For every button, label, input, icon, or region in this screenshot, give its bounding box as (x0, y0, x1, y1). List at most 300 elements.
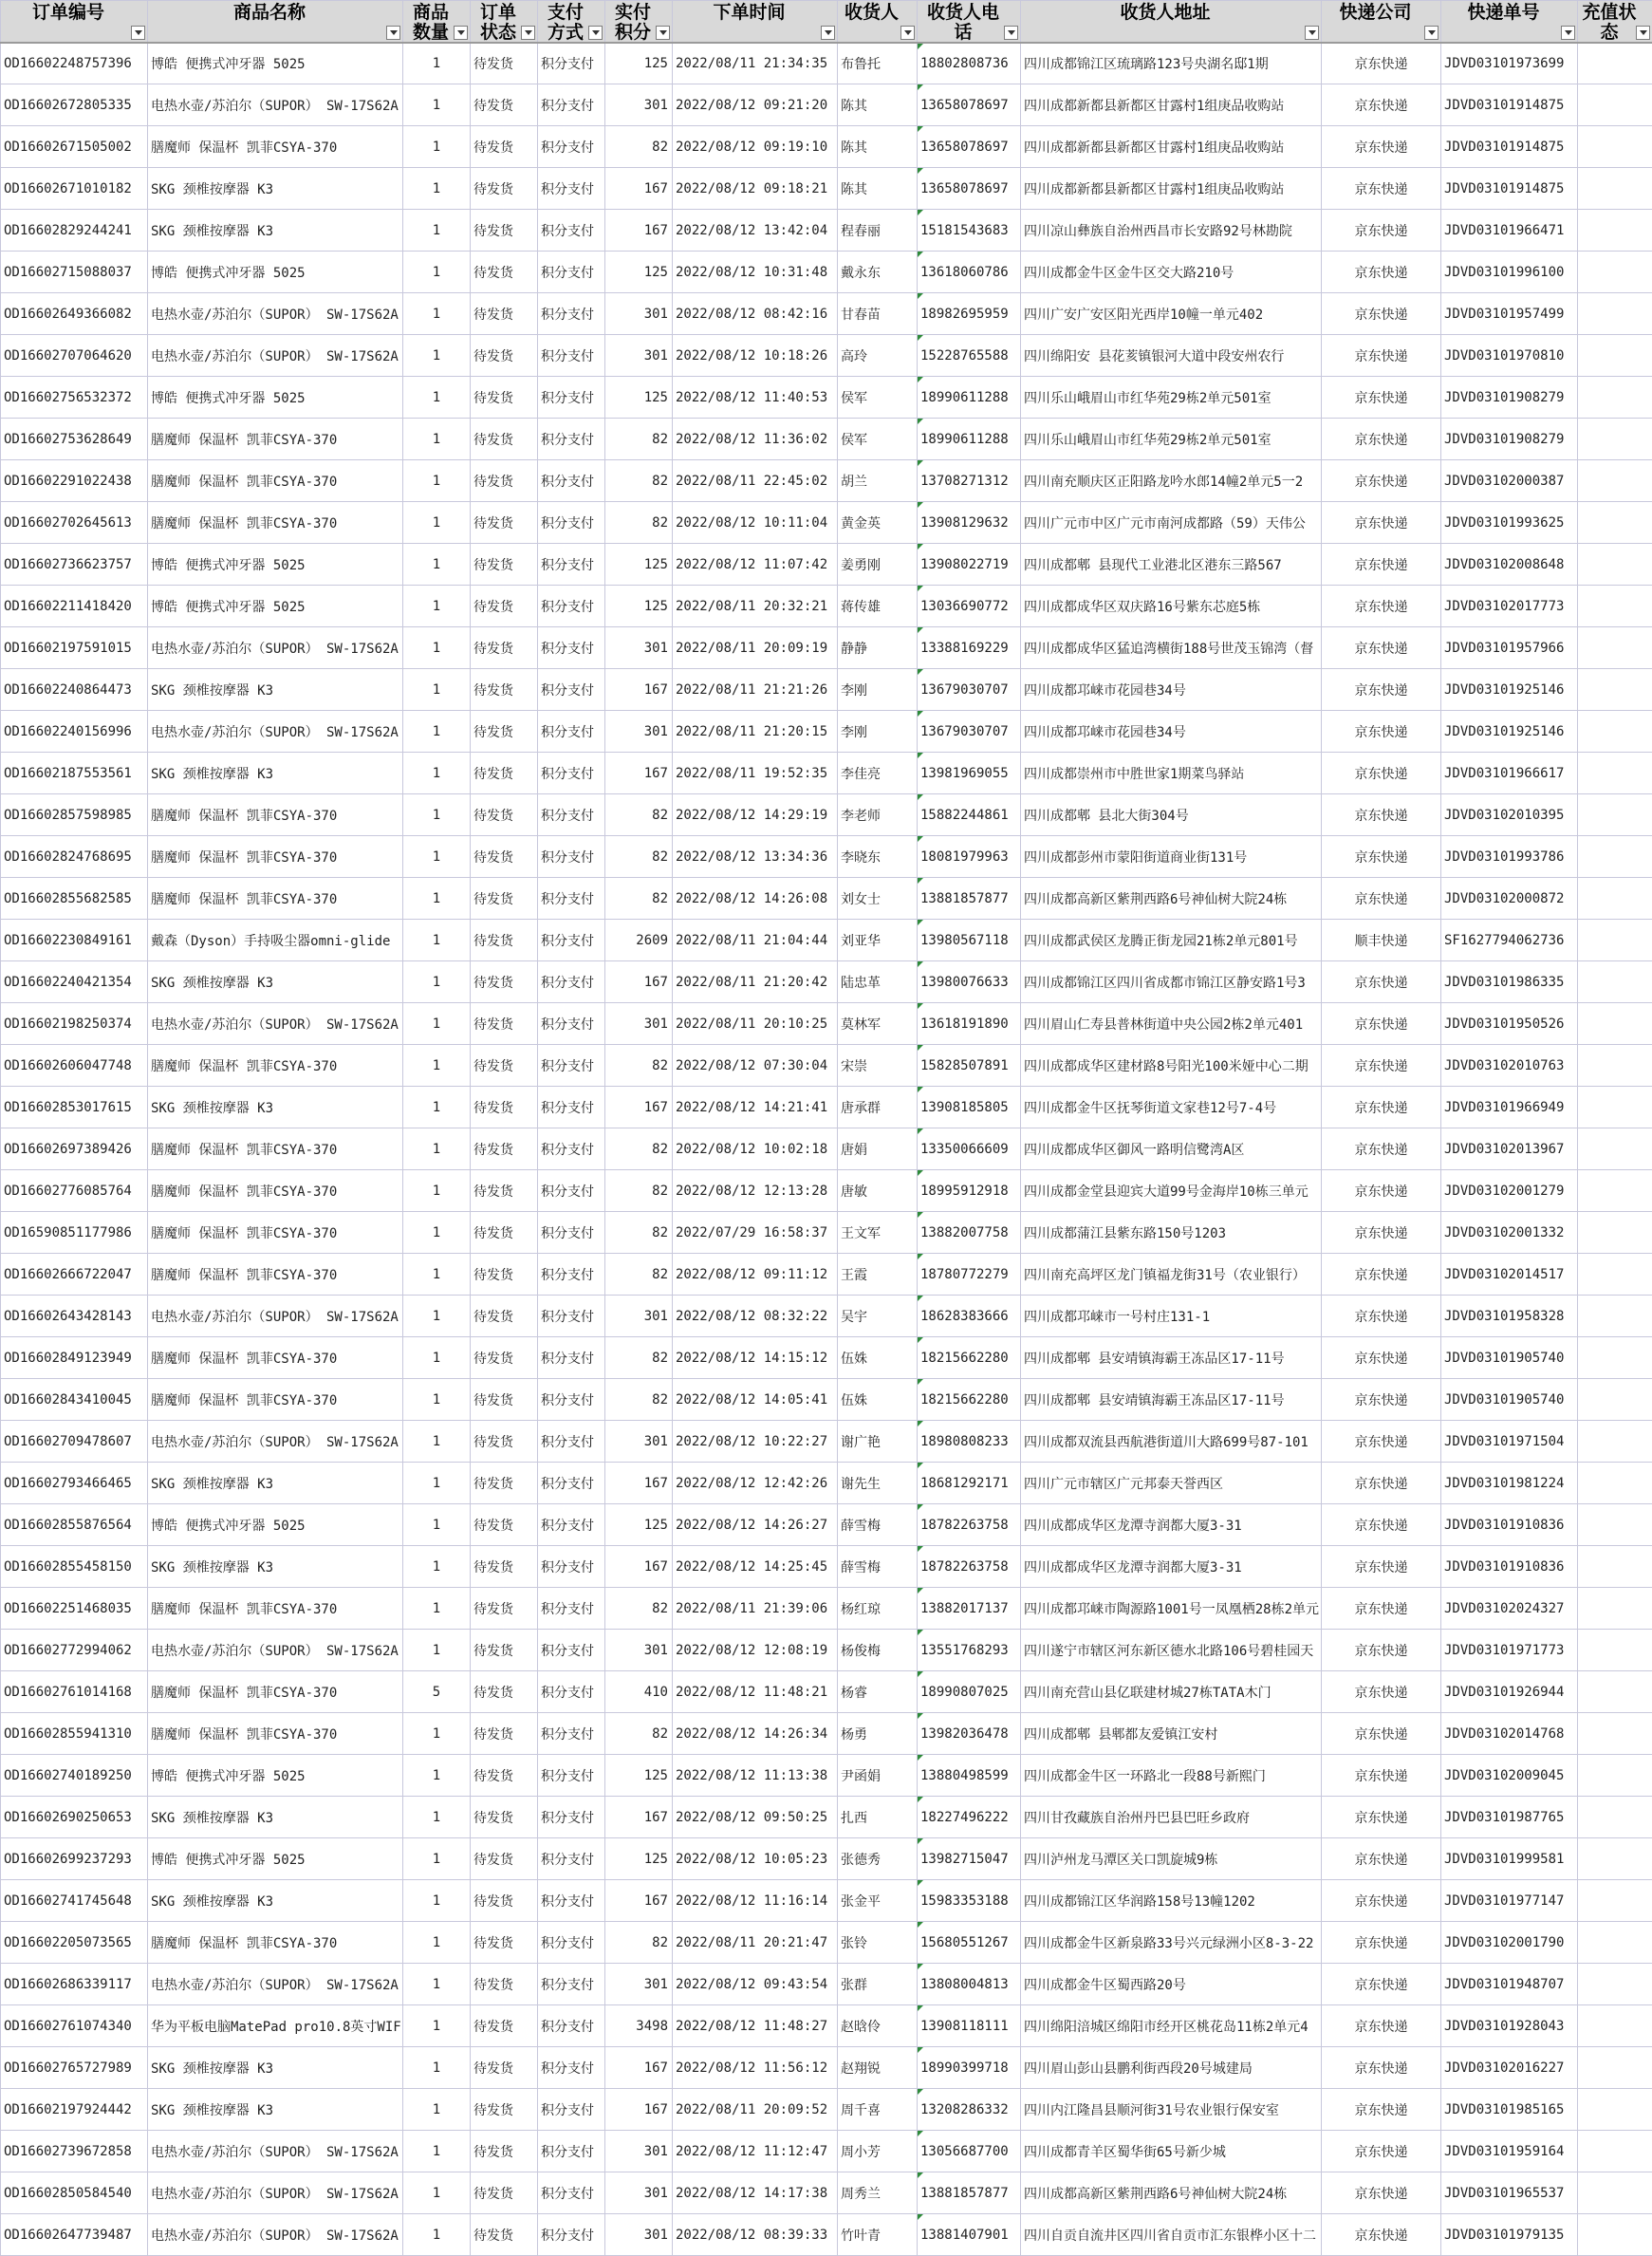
filter-dropdown-icon[interactable] (386, 26, 400, 40)
cell-recipient-phone[interactable]: 18227496222 (918, 1797, 1021, 1838)
cell-product-name[interactable]: 博皓 便携式冲牙器 5025 (148, 1838, 403, 1880)
cell-recharge-status[interactable] (1578, 1254, 1652, 1296)
cell-recharge-status[interactable] (1578, 2131, 1652, 2172)
cell-product-name[interactable]: 戴森（Dyson）手持吸尘器omni-glide (148, 920, 403, 961)
cell-order-time[interactable]: 2022/08/12 14:17:38 (673, 2172, 838, 2214)
cell-product-name[interactable]: SKG 颈椎按摩器 K3 (148, 961, 403, 1003)
cell-recharge-status[interactable] (1578, 1546, 1652, 1588)
cell-product-name[interactable]: 膳魔师 保温杯 凯菲CSYA-370 (148, 836, 403, 878)
cell-order-time[interactable]: 2022/08/11 21:39:06 (673, 1588, 838, 1630)
cell-tracking-number[interactable]: JDVD03101914875 (1441, 168, 1578, 210)
cell-order-id[interactable]: OD16602197591015 (1, 627, 148, 669)
cell-tracking-number[interactable]: JDVD03101973699 (1441, 43, 1578, 84)
cell-recipient-address[interactable]: 四川成都金牛区蜀西路20号 (1021, 1964, 1322, 2005)
cell-order-time[interactable]: 2022/08/11 20:09:19 (673, 627, 838, 669)
cell-quantity[interactable]: 1 (403, 1212, 471, 1254)
cell-recipient-address[interactable]: 四川成都金堂县迎宾大道99号金海岸10栋三单元 (1021, 1170, 1322, 1212)
cell-quantity[interactable]: 1 (403, 878, 471, 920)
cell-order-status[interactable]: 待发货 (471, 1671, 538, 1713)
cell-order-id[interactable]: OD16602690250653 (1, 1797, 148, 1838)
cell-points-paid[interactable]: 82 (605, 1337, 673, 1379)
cell-recipient-address[interactable]: 四川成都成华区龙潭寺润都大厦3-31 (1021, 1504, 1322, 1546)
cell-recipient-address[interactable]: 四川眉山彭山县鹏利街西段20号城建局 (1021, 2047, 1322, 2089)
cell-order-status[interactable]: 待发货 (471, 1630, 538, 1671)
cell-recharge-status[interactable] (1578, 1463, 1652, 1504)
cell-recipient-phone[interactable]: 13551768293 (918, 1630, 1021, 1671)
cell-recipient-address[interactable]: 四川成都成华区建材路8号阳光100米娅中心二期 (1021, 1045, 1322, 1087)
cell-product-name[interactable]: 博皓 便携式冲牙器 5025 (148, 43, 403, 84)
cell-recipient-phone[interactable]: 15983353188 (918, 1880, 1021, 1922)
cell-order-status[interactable]: 待发货 (471, 168, 538, 210)
cell-payment-method[interactable]: 积分支付 (538, 711, 605, 753)
column-header-recipient-phone[interactable] (918, 1, 1021, 43)
cell-tracking-number[interactable]: JDVD03102009045 (1441, 1755, 1578, 1797)
cell-quantity[interactable]: 1 (403, 1296, 471, 1337)
cell-tracking-number[interactable]: JDVD03101987765 (1441, 1797, 1578, 1838)
cell-order-id[interactable]: OD16602699237293 (1, 1838, 148, 1880)
cell-product-name[interactable]: 膳魔师 保温杯 凯菲CSYA-370 (148, 1212, 403, 1254)
cell-order-id[interactable]: OD16602761014168 (1, 1671, 148, 1713)
cell-recharge-status[interactable] (1578, 419, 1652, 460)
cell-recipient-phone[interactable]: 18990807025 (918, 1671, 1021, 1713)
cell-order-time[interactable]: 2022/08/12 11:56:12 (673, 2047, 838, 2089)
cell-order-id[interactable]: OD16602211418420 (1, 586, 148, 627)
cell-recipient-phone[interactable]: 18215662280 (918, 1337, 1021, 1379)
cell-recipient-phone[interactable]: 13708271312 (918, 460, 1021, 502)
column-header-order-id[interactable] (1, 1, 148, 43)
cell-courier[interactable]: 京东快递 (1322, 252, 1441, 293)
cell-order-time[interactable]: 2022/08/12 08:32:22 (673, 1296, 838, 1337)
cell-quantity[interactable]: 1 (403, 1964, 471, 2005)
cell-recipient-address[interactable]: 四川成都蒲江县紫东路150号1203 (1021, 1212, 1322, 1254)
cell-payment-method[interactable]: 积分支付 (538, 1003, 605, 1045)
cell-tracking-number[interactable]: JDVD03102008648 (1441, 544, 1578, 586)
cell-courier[interactable]: 京东快递 (1322, 419, 1441, 460)
cell-tracking-number[interactable]: JDVD03101926944 (1441, 1671, 1578, 1713)
cell-order-id[interactable]: OD16602829244241 (1, 210, 148, 252)
cell-recipient-address[interactable]: 四川成都郫 县北大街304号 (1021, 794, 1322, 836)
cell-tracking-number[interactable]: JDVD03101979135 (1441, 2214, 1578, 2256)
cell-order-id[interactable]: OD16602853017615 (1, 1087, 148, 1128)
cell-recipient-phone[interactable]: 18215662280 (918, 1379, 1021, 1421)
cell-order-time[interactable]: 2022/08/11 21:04:44 (673, 920, 838, 961)
cell-order-id[interactable]: OD16602647739487 (1, 2214, 148, 2256)
cell-tracking-number[interactable]: JDVD03101925146 (1441, 669, 1578, 711)
cell-tracking-number[interactable]: JDVD03102001332 (1441, 1212, 1578, 1254)
cell-courier[interactable]: 京东快递 (1322, 1838, 1441, 1880)
cell-order-time[interactable]: 2022/08/12 11:16:14 (673, 1880, 838, 1922)
cell-recipient-phone[interactable]: 13908118111 (918, 2005, 1021, 2047)
cell-order-id[interactable]: OD16602205073565 (1, 1922, 148, 1964)
cell-recipient-address[interactable]: 四川成都郫 县安靖镇海霸王冻品区17-11号 (1021, 1379, 1322, 1421)
cell-order-time[interactable]: 2022/08/12 11:48:27 (673, 2005, 838, 2047)
cell-courier[interactable]: 顺丰快递 (1322, 920, 1441, 961)
cell-quantity[interactable]: 1 (403, 2131, 471, 2172)
cell-recharge-status[interactable] (1578, 711, 1652, 753)
cell-order-id[interactable]: OD16602843410045 (1, 1379, 148, 1421)
cell-order-status[interactable]: 待发货 (471, 2214, 538, 2256)
cell-quantity[interactable]: 1 (403, 1379, 471, 1421)
cell-quantity[interactable]: 1 (403, 1880, 471, 1922)
cell-product-name[interactable]: SKG 颈椎按摩器 K3 (148, 210, 403, 252)
cell-recipient[interactable]: 宋崇 (838, 1045, 918, 1087)
cell-recipient-address[interactable]: 四川遂宁市辖区河东新区德水北路106号碧桂园天 (1021, 1630, 1322, 1671)
cell-recipient-address[interactable]: 四川成都邛崃市一号村庄131-1 (1021, 1296, 1322, 1337)
cell-courier[interactable]: 京东快递 (1322, 586, 1441, 627)
cell-quantity[interactable]: 1 (403, 2005, 471, 2047)
cell-quantity[interactable]: 1 (403, 711, 471, 753)
cell-order-status[interactable]: 待发货 (471, 1504, 538, 1546)
cell-order-status[interactable]: 待发货 (471, 1003, 538, 1045)
cell-quantity[interactable]: 1 (403, 1087, 471, 1128)
cell-order-status[interactable]: 待发货 (471, 293, 538, 335)
cell-order-status[interactable]: 待发货 (471, 1296, 538, 1337)
cell-recipient[interactable]: 伍姝 (838, 1337, 918, 1379)
cell-quantity[interactable]: 1 (403, 502, 471, 544)
cell-tracking-number[interactable]: JDVD03102010763 (1441, 1045, 1578, 1087)
cell-order-time[interactable]: 2022/07/29 16:58:37 (673, 1212, 838, 1254)
cell-points-paid[interactable]: 301 (605, 2131, 673, 2172)
cell-recipient-phone[interactable]: 15882244861 (918, 794, 1021, 836)
cell-recipient-phone[interactable]: 15828507891 (918, 1045, 1021, 1087)
cell-order-status[interactable]: 待发货 (471, 1546, 538, 1588)
cell-recipient-phone[interactable]: 18990611288 (918, 377, 1021, 419)
cell-order-id[interactable]: OD16602697389426 (1, 1128, 148, 1170)
cell-product-name[interactable]: 电热水壶/苏泊尔（SUPOR） SW-17S62A (148, 1421, 403, 1463)
cell-product-name[interactable]: 电热水壶/苏泊尔（SUPOR） SW-17S62A (148, 2172, 403, 2214)
cell-recipient-phone[interactable]: 13658078697 (918, 126, 1021, 168)
cell-courier[interactable]: 京东快递 (1322, 2131, 1441, 2172)
cell-recipient[interactable]: 静静 (838, 627, 918, 669)
cell-order-time[interactable]: 2022/08/11 20:09:52 (673, 2089, 838, 2131)
cell-tracking-number[interactable]: JDVD03101993786 (1441, 836, 1578, 878)
cell-recipient[interactable]: 杨俊梅 (838, 1630, 918, 1671)
column-header-order-status[interactable] (471, 1, 538, 43)
cell-recipient[interactable]: 姜勇刚 (838, 544, 918, 586)
cell-order-id[interactable]: OD16602772994062 (1, 1630, 148, 1671)
cell-order-id[interactable]: OD16590851177986 (1, 1212, 148, 1254)
cell-recipient-phone[interactable]: 13808004813 (918, 1964, 1021, 2005)
cell-order-status[interactable]: 待发货 (471, 794, 538, 836)
cell-recipient-address[interactable]: 四川成都武侯区龙腾正街龙园21栋2单元801号 (1021, 920, 1322, 961)
cell-recipient-phone[interactable]: 13980567118 (918, 920, 1021, 961)
cell-recipient[interactable]: 唐承群 (838, 1087, 918, 1128)
cell-product-name[interactable]: 电热水壶/苏泊尔（SUPOR） SW-17S62A (148, 2131, 403, 2172)
cell-recipient-phone[interactable]: 18782263758 (918, 1504, 1021, 1546)
cell-recipient-address[interactable]: 四川成都邛崃市花园巷34号 (1021, 711, 1322, 753)
cell-courier[interactable]: 京东快递 (1322, 1087, 1441, 1128)
cell-order-id[interactable]: OD16602686339117 (1, 1964, 148, 2005)
cell-tracking-number[interactable]: JDVD03101948707 (1441, 1964, 1578, 2005)
cell-order-status[interactable]: 待发货 (471, 2131, 538, 2172)
cell-recipient-phone[interactable]: 13982036478 (918, 1713, 1021, 1755)
cell-order-status[interactable]: 待发货 (471, 1463, 538, 1504)
cell-product-name[interactable]: 膳魔师 保温杯 凯菲CSYA-370 (148, 1922, 403, 1964)
cell-quantity[interactable]: 1 (403, 168, 471, 210)
cell-recipient-phone[interactable]: 13388169229 (918, 627, 1021, 669)
cell-recipient[interactable]: 戴永东 (838, 252, 918, 293)
cell-order-time[interactable]: 2022/08/12 14:21:41 (673, 1087, 838, 1128)
cell-recipient-address[interactable]: 四川绵阳涪城区绵阳市经开区桃花岛11栋2单元4 (1021, 2005, 1322, 2047)
cell-points-paid[interactable]: 125 (605, 252, 673, 293)
cell-courier[interactable]: 京东快递 (1322, 460, 1441, 502)
cell-points-paid[interactable]: 3498 (605, 2005, 673, 2047)
cell-tracking-number[interactable]: JDVD03101959164 (1441, 2131, 1578, 2172)
cell-payment-method[interactable]: 积分支付 (538, 1630, 605, 1671)
cell-courier[interactable]: 京东快递 (1322, 1379, 1441, 1421)
cell-product-name[interactable]: 电热水壶/苏泊尔（SUPOR） SW-17S62A (148, 84, 403, 126)
cell-order-time[interactable]: 2022/08/12 14:29:19 (673, 794, 838, 836)
cell-points-paid[interactable]: 82 (605, 419, 673, 460)
cell-order-time[interactable]: 2022/08/12 09:11:12 (673, 1254, 838, 1296)
cell-quantity[interactable]: 1 (403, 2172, 471, 2214)
cell-recipient-phone[interactable]: 18980808233 (918, 1421, 1021, 1463)
cell-recharge-status[interactable] (1578, 293, 1652, 335)
cell-order-time[interactable]: 2022/08/12 12:08:19 (673, 1630, 838, 1671)
cell-courier[interactable]: 京东快递 (1322, 2214, 1441, 2256)
cell-payment-method[interactable]: 积分支付 (538, 1128, 605, 1170)
cell-tracking-number[interactable]: JDVD03102024327 (1441, 1588, 1578, 1630)
cell-points-paid[interactable]: 167 (605, 1087, 673, 1128)
cell-order-status[interactable]: 待发货 (471, 1713, 538, 1755)
filter-dropdown-icon[interactable] (1561, 26, 1575, 40)
cell-recipient[interactable]: 王霞 (838, 1254, 918, 1296)
cell-courier[interactable]: 京东快递 (1322, 1212, 1441, 1254)
cell-recipient-address[interactable]: 四川成都新都县新都区甘露村1组庚品收购站 (1021, 84, 1322, 126)
cell-quantity[interactable]: 1 (403, 669, 471, 711)
cell-tracking-number[interactable]: JDVD03102001790 (1441, 1922, 1578, 1964)
cell-payment-method[interactable]: 积分支付 (538, 84, 605, 126)
column-header-quantity[interactable] (403, 1, 471, 43)
cell-product-name[interactable]: SKG 颈椎按摩器 K3 (148, 1797, 403, 1838)
cell-product-name[interactable]: 博皓 便携式冲牙器 5025 (148, 1504, 403, 1546)
cell-tracking-number[interactable]: JDVD03101996100 (1441, 252, 1578, 293)
cell-quantity[interactable]: 1 (403, 252, 471, 293)
cell-order-status[interactable]: 待发货 (471, 502, 538, 544)
cell-recipient[interactable]: 周小芳 (838, 2131, 918, 2172)
cell-recipient-phone[interactable]: 18990611288 (918, 419, 1021, 460)
cell-product-name[interactable]: 膳魔师 保温杯 凯菲CSYA-370 (148, 1254, 403, 1296)
filter-dropdown-icon[interactable] (131, 26, 145, 40)
cell-recipient-phone[interactable]: 13881857877 (918, 878, 1021, 920)
cell-order-time[interactable]: 2022/08/12 14:26:34 (673, 1713, 838, 1755)
cell-order-time[interactable]: 2022/08/12 13:42:04 (673, 210, 838, 252)
cell-recipient-address[interactable]: 四川乐山峨眉山市红华苑29栋2单元501室 (1021, 377, 1322, 419)
cell-courier[interactable]: 京东快递 (1322, 1170, 1441, 1212)
cell-recharge-status[interactable] (1578, 1713, 1652, 1755)
cell-courier[interactable]: 京东快递 (1322, 2005, 1441, 2047)
cell-recipient-address[interactable]: 四川绵阳安 县花荄镇银河大道中段安州农行 (1021, 335, 1322, 377)
cell-courier[interactable]: 京东快递 (1322, 1254, 1441, 1296)
cell-order-status[interactable]: 待发货 (471, 1337, 538, 1379)
cell-tracking-number[interactable]: JDVD03101970810 (1441, 335, 1578, 377)
cell-recipient[interactable]: 程春丽 (838, 210, 918, 252)
cell-tracking-number[interactable]: JDVD03101957966 (1441, 627, 1578, 669)
cell-product-name[interactable]: 电热水壶/苏泊尔（SUPOR） SW-17S62A (148, 2214, 403, 2256)
cell-tracking-number[interactable]: JDVD03101977147 (1441, 1880, 1578, 1922)
cell-recipient-address[interactable]: 四川凉山彝族自治州西昌市长安路92号林勘院 (1021, 210, 1322, 252)
cell-quantity[interactable]: 1 (403, 2214, 471, 2256)
cell-points-paid[interactable]: 82 (605, 1922, 673, 1964)
cell-recharge-status[interactable] (1578, 544, 1652, 586)
cell-recipient-phone[interactable]: 13908129632 (918, 502, 1021, 544)
cell-points-paid[interactable]: 125 (605, 377, 673, 419)
cell-quantity[interactable]: 1 (403, 2089, 471, 2131)
cell-courier[interactable]: 京东快递 (1322, 210, 1441, 252)
cell-quantity[interactable]: 1 (403, 419, 471, 460)
cell-recipient-address[interactable]: 四川成都郫 县现代工业港北区港东三路567 (1021, 544, 1322, 586)
cell-points-paid[interactable]: 301 (605, 711, 673, 753)
cell-quantity[interactable]: 1 (403, 1170, 471, 1212)
cell-recipient-address[interactable]: 四川眉山仁寿县普林街道中央公园2栋2单元401 (1021, 1003, 1322, 1045)
filter-dropdown-icon[interactable] (900, 26, 915, 40)
cell-product-name[interactable]: 膳魔师 保温杯 凯菲CSYA-370 (148, 1379, 403, 1421)
cell-payment-method[interactable]: 积分支付 (538, 1087, 605, 1128)
cell-product-name[interactable]: 博皓 便携式冲牙器 5025 (148, 377, 403, 419)
cell-order-id[interactable]: OD16602739672858 (1, 2131, 148, 2172)
cell-recharge-status[interactable] (1578, 2005, 1652, 2047)
cell-courier[interactable]: 京东快递 (1322, 711, 1441, 753)
cell-courier[interactable]: 京东快递 (1322, 335, 1441, 377)
cell-tracking-number[interactable]: JDVD03101966471 (1441, 210, 1578, 252)
cell-recipient-address[interactable]: 四川成都双流县西航港街道川大路699号87-101 (1021, 1421, 1322, 1463)
cell-courier[interactable]: 京东快递 (1322, 1797, 1441, 1838)
cell-recipient-phone[interactable]: 13981969055 (918, 753, 1021, 794)
cell-tracking-number[interactable]: JDVD03101950526 (1441, 1003, 1578, 1045)
cell-payment-method[interactable]: 积分支付 (538, 753, 605, 794)
cell-order-time[interactable]: 2022/08/12 10:11:04 (673, 502, 838, 544)
cell-courier[interactable]: 京东快递 (1322, 1463, 1441, 1504)
cell-points-paid[interactable]: 125 (605, 1504, 673, 1546)
cell-order-id[interactable]: OD16602649366082 (1, 293, 148, 335)
cell-order-status[interactable]: 待发货 (471, 1797, 538, 1838)
cell-tracking-number[interactable]: JDVD03101957499 (1441, 293, 1578, 335)
cell-recipient[interactable]: 陈其 (838, 84, 918, 126)
cell-payment-method[interactable]: 积分支付 (538, 1379, 605, 1421)
cell-recharge-status[interactable] (1578, 794, 1652, 836)
cell-payment-method[interactable]: 积分支付 (538, 2047, 605, 2089)
cell-courier[interactable]: 京东快递 (1322, 1296, 1441, 1337)
cell-order-status[interactable]: 待发货 (471, 210, 538, 252)
cell-quantity[interactable]: 1 (403, 1421, 471, 1463)
cell-order-time[interactable]: 2022/08/12 14:26:27 (673, 1504, 838, 1546)
cell-points-paid[interactable]: 167 (605, 1880, 673, 1922)
cell-recipient[interactable]: 薛雪梅 (838, 1546, 918, 1588)
cell-recipient-address[interactable]: 四川南充顺庆区正阳路龙吟水郎14幢2单元5一2 (1021, 460, 1322, 502)
cell-product-name[interactable]: 膳魔师 保温杯 凯菲CSYA-370 (148, 1713, 403, 1755)
cell-order-id[interactable]: OD16602198250374 (1, 1003, 148, 1045)
cell-product-name[interactable]: SKG 颈椎按摩器 K3 (148, 753, 403, 794)
cell-recipient[interactable]: 李刚 (838, 669, 918, 711)
cell-order-id[interactable]: OD16602715088037 (1, 252, 148, 293)
cell-order-status[interactable]: 待发货 (471, 1421, 538, 1463)
cell-payment-method[interactable]: 积分支付 (538, 1212, 605, 1254)
cell-recipient[interactable]: 扎西 (838, 1797, 918, 1838)
cell-recharge-status[interactable] (1578, 1087, 1652, 1128)
cell-recipient-phone[interactable]: 13908185805 (918, 1087, 1021, 1128)
cell-recipient[interactable]: 陆忠革 (838, 961, 918, 1003)
cell-recipient[interactable]: 薛雪梅 (838, 1504, 918, 1546)
cell-points-paid[interactable]: 125 (605, 43, 673, 84)
cell-recipient-address[interactable]: 四川成都锦江区四川省成都市锦江区静安路1号3 (1021, 961, 1322, 1003)
cell-recipient-phone[interactable]: 15181543683 (918, 210, 1021, 252)
cell-payment-method[interactable]: 积分支付 (538, 2172, 605, 2214)
cell-order-time[interactable]: 2022/08/11 20:32:21 (673, 586, 838, 627)
cell-product-name[interactable]: SKG 颈椎按摩器 K3 (148, 669, 403, 711)
cell-recharge-status[interactable] (1578, 1922, 1652, 1964)
cell-recharge-status[interactable] (1578, 1045, 1652, 1087)
cell-points-paid[interactable]: 301 (605, 627, 673, 669)
cell-order-status[interactable]: 待发货 (471, 1588, 538, 1630)
cell-recipient-phone[interactable]: 15228765588 (918, 335, 1021, 377)
cell-courier[interactable]: 京东快递 (1322, 168, 1441, 210)
cell-courier[interactable]: 京东快递 (1322, 794, 1441, 836)
column-header-recipient[interactable] (838, 1, 918, 43)
cell-order-time[interactable]: 2022/08/12 09:50:25 (673, 1797, 838, 1838)
cell-tracking-number[interactable]: JDVD03101910836 (1441, 1504, 1578, 1546)
cell-recharge-status[interactable] (1578, 126, 1652, 168)
cell-recharge-status[interactable] (1578, 1880, 1652, 1922)
cell-order-id[interactable]: OD16602671010182 (1, 168, 148, 210)
cell-product-name[interactable]: 膳魔师 保温杯 凯菲CSYA-370 (148, 502, 403, 544)
cell-recipient[interactable]: 布鲁托 (838, 43, 918, 84)
cell-order-id[interactable]: OD16602855876564 (1, 1504, 148, 1546)
cell-recipient-address[interactable]: 四川广元市辖区广元邦泰天誉西区 (1021, 1463, 1322, 1504)
cell-recharge-status[interactable] (1578, 1421, 1652, 1463)
cell-points-paid[interactable]: 167 (605, 1463, 673, 1504)
cell-recipient[interactable]: 李佳亮 (838, 753, 918, 794)
cell-tracking-number[interactable]: JDVD03101914875 (1441, 126, 1578, 168)
cell-payment-method[interactable]: 积分支付 (538, 377, 605, 419)
cell-recharge-status[interactable] (1578, 1588, 1652, 1630)
cell-order-status[interactable]: 待发货 (471, 335, 538, 377)
cell-tracking-number[interactable]: JDVD03102016227 (1441, 2047, 1578, 2089)
cell-recharge-status[interactable] (1578, 502, 1652, 544)
cell-points-paid[interactable]: 167 (605, 753, 673, 794)
filter-dropdown-icon[interactable] (1004, 26, 1018, 40)
filter-dropdown-icon[interactable] (1305, 26, 1319, 40)
cell-order-status[interactable]: 待发货 (471, 84, 538, 126)
cell-order-time[interactable]: 2022/08/12 09:21:20 (673, 84, 838, 126)
column-header-tracking-number[interactable] (1441, 1, 1578, 43)
cell-tracking-number[interactable]: JDVD03102017773 (1441, 586, 1578, 627)
cell-tracking-number[interactable]: JDVD03101914875 (1441, 84, 1578, 126)
cell-points-paid[interactable]: 82 (605, 794, 673, 836)
cell-order-time[interactable]: 2022/08/12 08:39:33 (673, 2214, 838, 2256)
cell-order-id[interactable]: OD16602187553561 (1, 753, 148, 794)
cell-points-paid[interactable]: 82 (605, 460, 673, 502)
cell-recipient-phone[interactable]: 13908022719 (918, 544, 1021, 586)
cell-payment-method[interactable]: 积分支付 (538, 502, 605, 544)
cell-points-paid[interactable]: 167 (605, 2089, 673, 2131)
cell-tracking-number[interactable]: JDVD03102000872 (1441, 878, 1578, 920)
cell-payment-method[interactable]: 积分支付 (538, 1504, 605, 1546)
cell-recipient-phone[interactable]: 13208286332 (918, 2089, 1021, 2131)
cell-order-status[interactable]: 待发货 (471, 1922, 538, 1964)
cell-recipient[interactable]: 周秀兰 (838, 2172, 918, 2214)
cell-payment-method[interactable]: 积分支付 (538, 419, 605, 460)
cell-recipient-phone[interactable]: 18802808736 (918, 43, 1021, 84)
cell-order-time[interactable]: 2022/08/12 13:34:36 (673, 836, 838, 878)
cell-courier[interactable]: 京东快递 (1322, 753, 1441, 794)
cell-order-status[interactable]: 待发货 (471, 419, 538, 460)
cell-order-time[interactable]: 2022/08/12 11:07:42 (673, 544, 838, 586)
cell-courier[interactable]: 京东快递 (1322, 1671, 1441, 1713)
cell-order-time[interactable]: 2022/08/12 09:43:54 (673, 1964, 838, 2005)
cell-order-status[interactable]: 待发货 (471, 1379, 538, 1421)
cell-recharge-status[interactable] (1578, 2089, 1652, 2131)
cell-recipient[interactable]: 陈其 (838, 168, 918, 210)
